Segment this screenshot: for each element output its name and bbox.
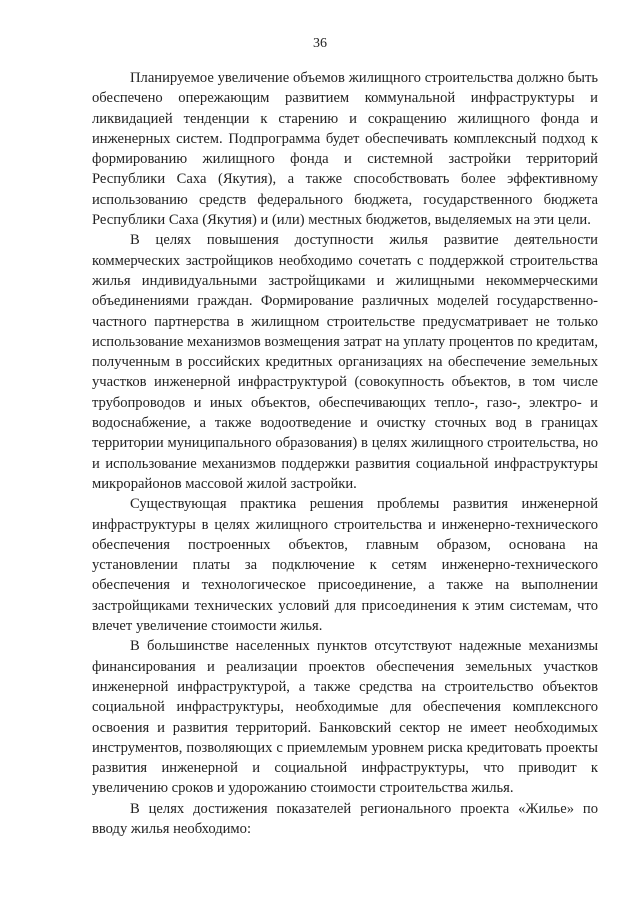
paragraph-4: В большинстве населенных пунктов отсутствуют надежные механизмы финансирования и реализации проектов обеспечения земельных участков инженерной инфраструктурой, а также средства на строительство объектов социальной инфраструктуры, необходимые для обеспечения комплексного освоения и развития территорий. Банковский сектор не имеет необходимых инструментов, позволяющих с приемлемым уровнем риска кредитовать проекты развития инженерной и социальной инфраструктуры, что приводит к увеличению сроков и удорожанию стоимости строительства жилья. (92, 638, 598, 797)
paragraph-3: Существующая практика решения проблемы развития инженерной инфраструктуры в целях жилищного строительства и инженерно-технического обеспечения построенных объектов, главным образом, основана на установлении платы за подключение к сетям инженерно-технического обеспечения и технологическое присоединение, а также на выполнении застройщиками технических условий для присоединения к этим системам, что влечет увеличение стоимости жилья. (92, 496, 598, 635)
document-body (92, 68, 598, 839)
page-number: 36 (313, 36, 327, 51)
paragraph-2: В целях повышения доступности жилья развитие деятельности коммерческих застройщиков необходимо сочетать с поддержкой строительства жилья индивидуальными застройщиками и жилищными некоммерческими объединениями граждан. Формирование различных моделей государственно-частного партнерства в жилищном строительстве предусматривает не только использование механизмов возмещения затрат на уплату процентов по кредитам, полученным в российских кредитных организациях на обеспечение земельных участков инженерной инфраструктурой (совокупность объектов, в том числе трубопроводов и иных объектов, обеспечивающих тепло-, газо-, электро- и водоснабжение, а также водоотведение и очистку сточных вод в границах территории муниципального образования) в целях жилищного строительства, но и использование механизмов поддержки развития социальной инфраструктуры микрорайонов массовой жилой застройки. (92, 232, 598, 492)
paragraph-1: Планируемое увеличение объемов жилищного строительства должно быть обеспечено опережающим развитием коммунальной инфраструктуры и ликвидацией тенденции к старению и сокращению жилищного фонда и инженерных систем. Подпрограмма будет обеспечивать комплексный подход к формированию жилищного фонда и системной застройки территорий Республики Саха (Якутия), а также способствовать более эффективному использованию средств федерального бюджета, государственного бюджета Республики Саха (Якутия) и (или) местных бюджетов, выделяемых на эти цели. (92, 70, 598, 229)
paragraph-5: В целях достижения показателей регионального проекта «Жилье» по вводу жилья необходимо: (92, 800, 598, 837)
